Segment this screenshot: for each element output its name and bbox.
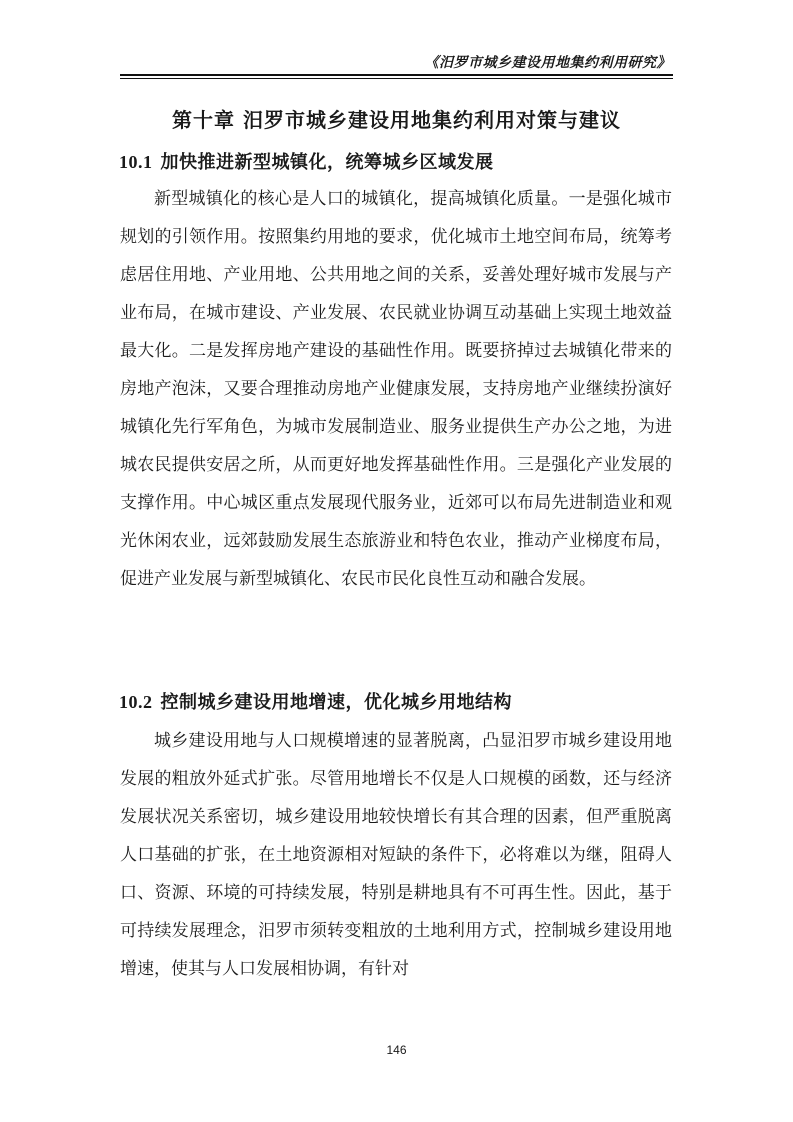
section-paragraph-10-1: 新型城镇化的核心是人口的城镇化，提高城镇化质量。一是强化城市规划的引领作用。按照集约用地的要求，优化城市土地空间布局，统筹考虑居住用地、产业用地、公共用地之间的关系，妥善处理好城市发展与产业布局，在城市建设、产业发展、农民就业协调互动基础上实现土地效益最大化。二是发挥房地产建设的基础性作用。既要挤掉过去城镇化带来的房地产泡沫，又要合理推动房地产业健康发展，支持房地产业继续扮演好城镇化先行军角色，为城市发展制造业、服务业提供生产办公之地，为进城农民提供安居之所，从而更好地发挥基础性作用。三是强化产业发展的支撑作用。中心城区重点发展现代服务业，近郊可以布局先进制造业和观光休闲农业，远郊鼓励发展生态旅游业和特色农业，推动产业梯度布局，促进产业发展与新型城镇化、农民市民化良性互动和融合发展。 (120, 189, 672, 589)
header-rule-thin (120, 78, 673, 79)
section-heading-10-2 (119, 688, 512, 714)
running-header-title: 《汨罗市城乡建设用地集约利用研究》 (424, 55, 671, 71)
section-heading-10-1 (119, 148, 494, 174)
section-number: 10.1 (119, 152, 153, 172)
section-number: 10.2 (119, 692, 153, 712)
chapter-title: 第十章 汨罗市城乡建设用地集约利用对策与建议 (172, 108, 621, 132)
section-paragraph-10-2: 城乡建设用地与人口规模增速的显著脱离，凸显汨罗市城乡建设用地发展的粗放外延式扩张。尽管用地增长不仅是人口规模的函数，还与经济发展状况关系密切，城乡建设用地较快增长有其合理的因素，但严重脱离人口基础的扩张，在土地资源相对短缺的条件下，必将难以为继，阻碍人口、资源、环境的可持续发展，特别是耕地具有不可再生性。因此，基于可持续发展理念，汨罗市须转变粗放的土地利用方式，控制城乡建设用地增速，使其与人口发展相协调，有针对 (120, 731, 672, 979)
page-number: 146 (386, 1043, 407, 1057)
header-rule-thick (120, 74, 673, 76)
section-title: 加快推进新型城镇化，统筹城乡区域发展 (160, 152, 494, 173)
section-title: 控制城乡建设用地增速，优化城乡用地结构 (160, 692, 512, 713)
